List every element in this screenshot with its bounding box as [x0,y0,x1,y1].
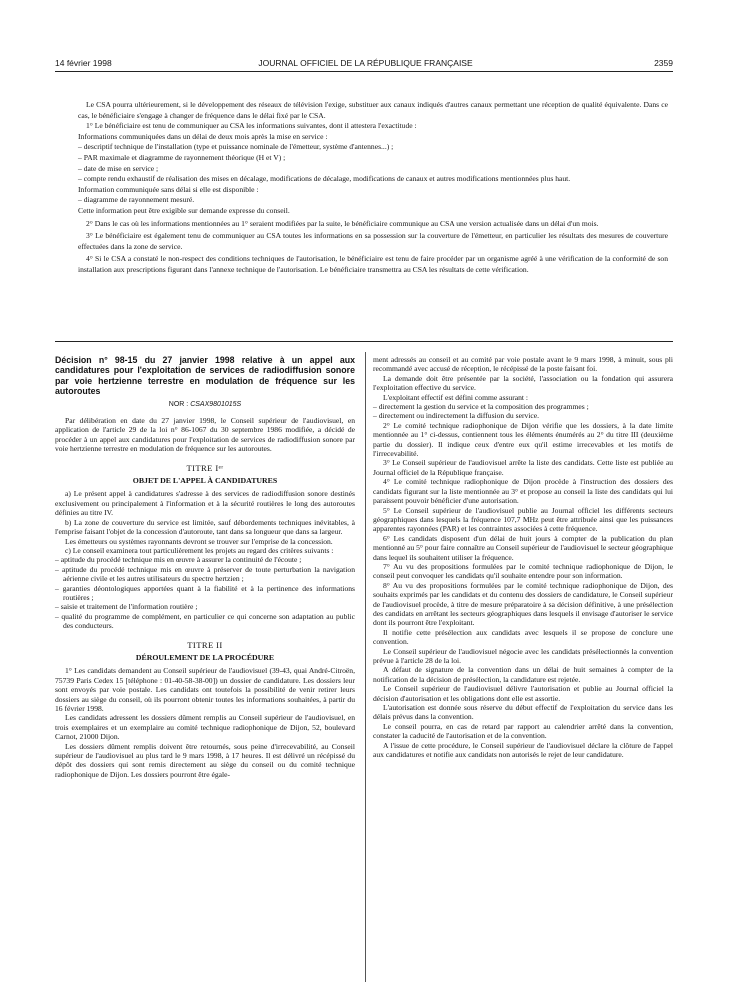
paragraph: c) Le conseil examinera tout particulièrement les projets au regard des critères suivants : [65,545,334,555]
paragraph: Le Conseil supérieur de l'audiovisuel délivre l'autorisation et publie au Journal officiel la décision d'autorisation et les obligations dont elle est assortie. [373,684,673,703]
column-divider [365,352,366,982]
paragraph: – date de mise en service ; [78,163,159,173]
paragraph: Information communiquée sans délai si elle est disponible : [78,184,259,194]
paragraph: Les émetteurs ou systèmes rayonnants devront se trouver sur l'emprise de la concession. [65,536,333,546]
decision-title: Décision n° 98-15 du 27 janvier 1998 relative à un appel aux candidatures pour l'exploitation de services de radiodiffusion sonore par voie hertzienne terrestre en modulation de fréquence sur les autoroutes [55,355,355,397]
nor-line [55,400,355,409]
paragraph: 5° Le Conseil supérieur de l'audiovisuel publie au Journal officiel les différents secteurs géographiques dans lesquels la fréquence 107,7 MHz peut être attribuée ainsi que les puissances apparentes rayonnées (PAR) et les contraintes associées à cette fréquence. [373,505,673,534]
paragraph: Le Conseil supérieur de l'audiovisuel négocie avec les candidats présélectionnés la convention prévue à l'article 28 de la loi. [373,646,673,665]
section-separator [55,341,673,342]
nor-code: CSAX9801015S [190,400,242,408]
paragraph: Le CSA pourra ultérieurement, si le développement des réseaux de télévision l'exige, substituer aux canaux indiqués d'autres canaux permettant une réception de qualité équivalente. Dans ce cas, le bénéficiaire s'engage à changer de fréquence dans le délai fixé par le CSA. [78,100,668,120]
paragraph: L'autorisation est donnée sous réserve du début effectif de l'exploitation du service dans les délais prévus dans la convention. [373,703,673,722]
page-number: 2359 [654,58,673,68]
paragraph: – qualité du programme de complément, en particulier ce qui concerne son adaptation au public des conducteurs. [55,611,355,631]
paragraph: 1° Les candidats demandent au Conseil supérieur de l'audiovisuel (39-43, quai André-Citroën, 75739 Paris Cedex 15 [téléphone : 01-40-58-38-00]) un dossier de candidature. Les dossiers leur sont envoyés par voie postale. Les candidats ont toutefois la possibilité de venir retirer leurs dossiers au siège du conseil, où ils pourront obtenir toutes les informations souhaitées, à partir du 16 février 1998. [55,666,355,713]
decision-intro: Par délibération en date du 27 janvier 1998, le Conseil supérieur de l'audiovisuel, en application de l'article 29 de la loi n° 86-1067 du 30 septembre 1986 modifiée, a décidé de procéder à un appel aux candidatures pour l'exploitation de services de radiodiffusion sonore par voie hertzienne terrestre en modulation de fréquence sur les autoroutes. [55,416,355,454]
paragraph: 2° Le comité technique radiophonique de Dijon vérifie que les dossiers, à la date limite mentionnée au 1° ci-dessus, contiennent tous les éléments énumérés au 2° du titre III (deuxième partie du dossier). Il indique ceux d'entre eux qu'il estime irrecevables et les motifs de l'irrecevabilité. [373,420,673,459]
paragraph: – directement ou indirectement la diffusion du service. [373,411,540,421]
paragraph: – directement la gestion du service et la composition des programmes ; [373,402,589,412]
paragraph: A défaut de signature de la convention dans un délai de huit semaines à compter de la notification de la décision de présélection, la candidature est rejetée. [373,665,673,684]
paragraph: 4° Le comité technique radiophonique de Dijon procède à l'instruction des dossiers des candidats figurant sur la liste mentionnée au 3° et propose au conseil la liste des candidats qui lui paraissent pouvoir bénéficier d'une autorisation. [373,477,673,506]
paragraph: 7° Au vu des propositions formulées par le comité technique radiophonique de Dijon, le conseil peut convoquer les candidats qu'il souhaite entendre pour son information. [373,561,673,581]
paragraph: Il notifie cette présélection aux candidats avec lesquels il se propose de conclure une convention. [373,627,673,647]
nor-label: NOR : [168,400,189,408]
header-rule [55,71,673,72]
paragraph: L'exploitant effectif est défini comme assurant : [383,392,529,402]
titre-1-body [55,489,355,630]
paragraph: Les dossiers dûment remplis doivent être retournés, sous peine d'irrecevabilité, au Conseil supérieur de l'audiovisuel au plus tard le 9 mars 1998, à 17 heures. Il est délivré un récépissé du dépôt des dossiers qui sont remis directement au siège du conseil ou du comité technique radiophonique de Dijon. Les dossiers pourront être égale- [55,741,355,779]
paragraph: a) Le présent appel à candidatures s'adresse à des services de radiodiffusion sonore destinés exclusivement ou principalement à l'information et à la sécurité routières le long des autoroutes définies au titre IV. [55,489,355,518]
paragraph: Informations communiquées dans un délai de deux mois après la mise en service : [78,131,328,141]
paragraph: A l'issue de cette procédure, le Conseil supérieur de l'audiovisuel déclare la clôture de l'appel aux candidatures et notifie aux candidats non autorisés le rejet de leur candidature. [373,740,673,760]
titre-2-subtitle: DÉROULEMENT DE LA PROCÉDURE [135,652,275,662]
paragraph: – aptitude du procédé technique mis en œuvre à préserver de toute perturbation la navigation aérienne civile et les autres utilisateurs du spectre hertzien ; [55,564,355,584]
paragraph: Cette information peut être exigible sur demande expresse du conseil. [78,205,290,215]
paragraph: – garanties déontologiques apportées quant à la fiabilité et à la pertinence des informations routières ; [55,583,355,602]
paragraph: – PAR maximale et diagramme de rayonnement théorique (H et V) ; [78,152,286,162]
paragraph: La demande doit être présentée par la société, l'association ou la fondation qui assurera l'exploitation effective du service. [373,373,673,393]
titre-2-body [55,666,355,779]
paragraph: – descriptif technique de l'installation (type et puissance nominale de l'émetteur, système d'antennes...) ; [78,142,394,152]
paragraph: Le conseil pourra, en cas de retard par rapport au calendrier arrêté dans la convention, constater la caducité de l'autorisation et de la convention. [373,721,673,741]
paragraph: – diagramme de rayonnement mesuré. [78,195,195,205]
paragraph: – compte rendu exhaustif de réalisation des mises en décalage, modifications de décalage, modifications de canaux et autres modifications mentionnées plus haut. [78,174,571,184]
paragraph: 2° Dans le cas où les informations mentionnées au 1° seraient modifiées par la suite, le bénéficiaire communique au CSA une version actualisée dans un délai d'un mois. [86,218,599,228]
paragraph: 4° Si le CSA a constaté le non-respect des conditions techniques de l'autorisation, le bénéficiaire est tenu de faire procéder par un organisme agréé à une vérification de la conformité de son installation aux prescriptions figurant dans l'annexe technique de l'autorisation. Le bénéficiaire transmettra au CSA les résultats de cette vérification. [78,254,668,274]
annex-continuation [78,100,668,276]
paragraph: 1° Le bénéficiaire est tenu de communiquer au CSA les informations suivantes, dont il attestera l'exactitude : [86,121,417,131]
paragraph: b) La zone de couverture du service est limitée, sauf débordements techniques inévitables, à l'emprise faisant l'objet de la concession d'autoroute, tant dans sa longueur que dans sa largeur. [55,517,355,537]
paragraph: Les candidats adressent les dossiers dûment remplis au Conseil supérieur de l'audiovisuel, en trois exemplaires et un exemplaire au comité technique radiophonique de Dijon, 52, boulevard Carnot, 21000 Dijon. [55,713,355,742]
left-column [55,355,355,779]
paragraph: – saisie et traitement de l'information routière ; [55,602,198,612]
paragraph: ment adressés au conseil et au comité par voie postale avant le 9 mars 1998, à minuit, sous pli recommandé avec accusé de réception, le récépissé de la poste faisant foi. [373,355,673,374]
titre-1-subtitle: OBJET DE L'APPEL À CANDIDATURES [132,476,278,486]
paragraph: – aptitude du procédé technique mis en œuvre à assurer la continuité de l'écoute ; [55,555,302,565]
journal-title: JOURNAL OFFICIEL DE LA RÉPUBLIQUE FRANÇAISE [258,58,473,68]
page-date: 14 février 1998 [55,58,112,68]
paragraph: 3° Le bénéficiaire est également tenu de communiquer au CSA toutes les informations en sa possession sur la couverture de l'émetteur, en particulier les résultats des mesures de couverture effectuées dans la zone de service. [78,231,668,251]
paragraph: 6° Les candidats disposent d'un délai de huit jours à compter de la publication du plan mentionné au 5° pour faire connaître au Conseil supérieur de l'audiovisuel le secteur géographique dans lequel ils souhaitent utiliser la fréquence. [373,533,673,562]
right-column [373,355,673,759]
titre-1-heading: TITRE Iᵉʳ [186,462,224,473]
titre-2-heading: TITRE II [187,639,223,650]
paragraph: 3° Le Conseil supérieur de l'audiovisuel arrête la liste des candidats. Cette liste est publiée au Journal officiel de la République française. [373,458,673,477]
paragraph: 8° Au vu des propositions formulées par le comité technique radiophonique de Dijon, des souhaits exprimés par les candidats et du contenu des dossiers de candidature, le Conseil supérieur de l'audiovisuel procède, à titre de mesure préparatoire à sa décision définitive, à une présélection des candidats en arrêtant les secteurs géographiques dans lesquels il envisage d'autoriser le service dont ils pourront être l'exploitant. [373,580,673,628]
